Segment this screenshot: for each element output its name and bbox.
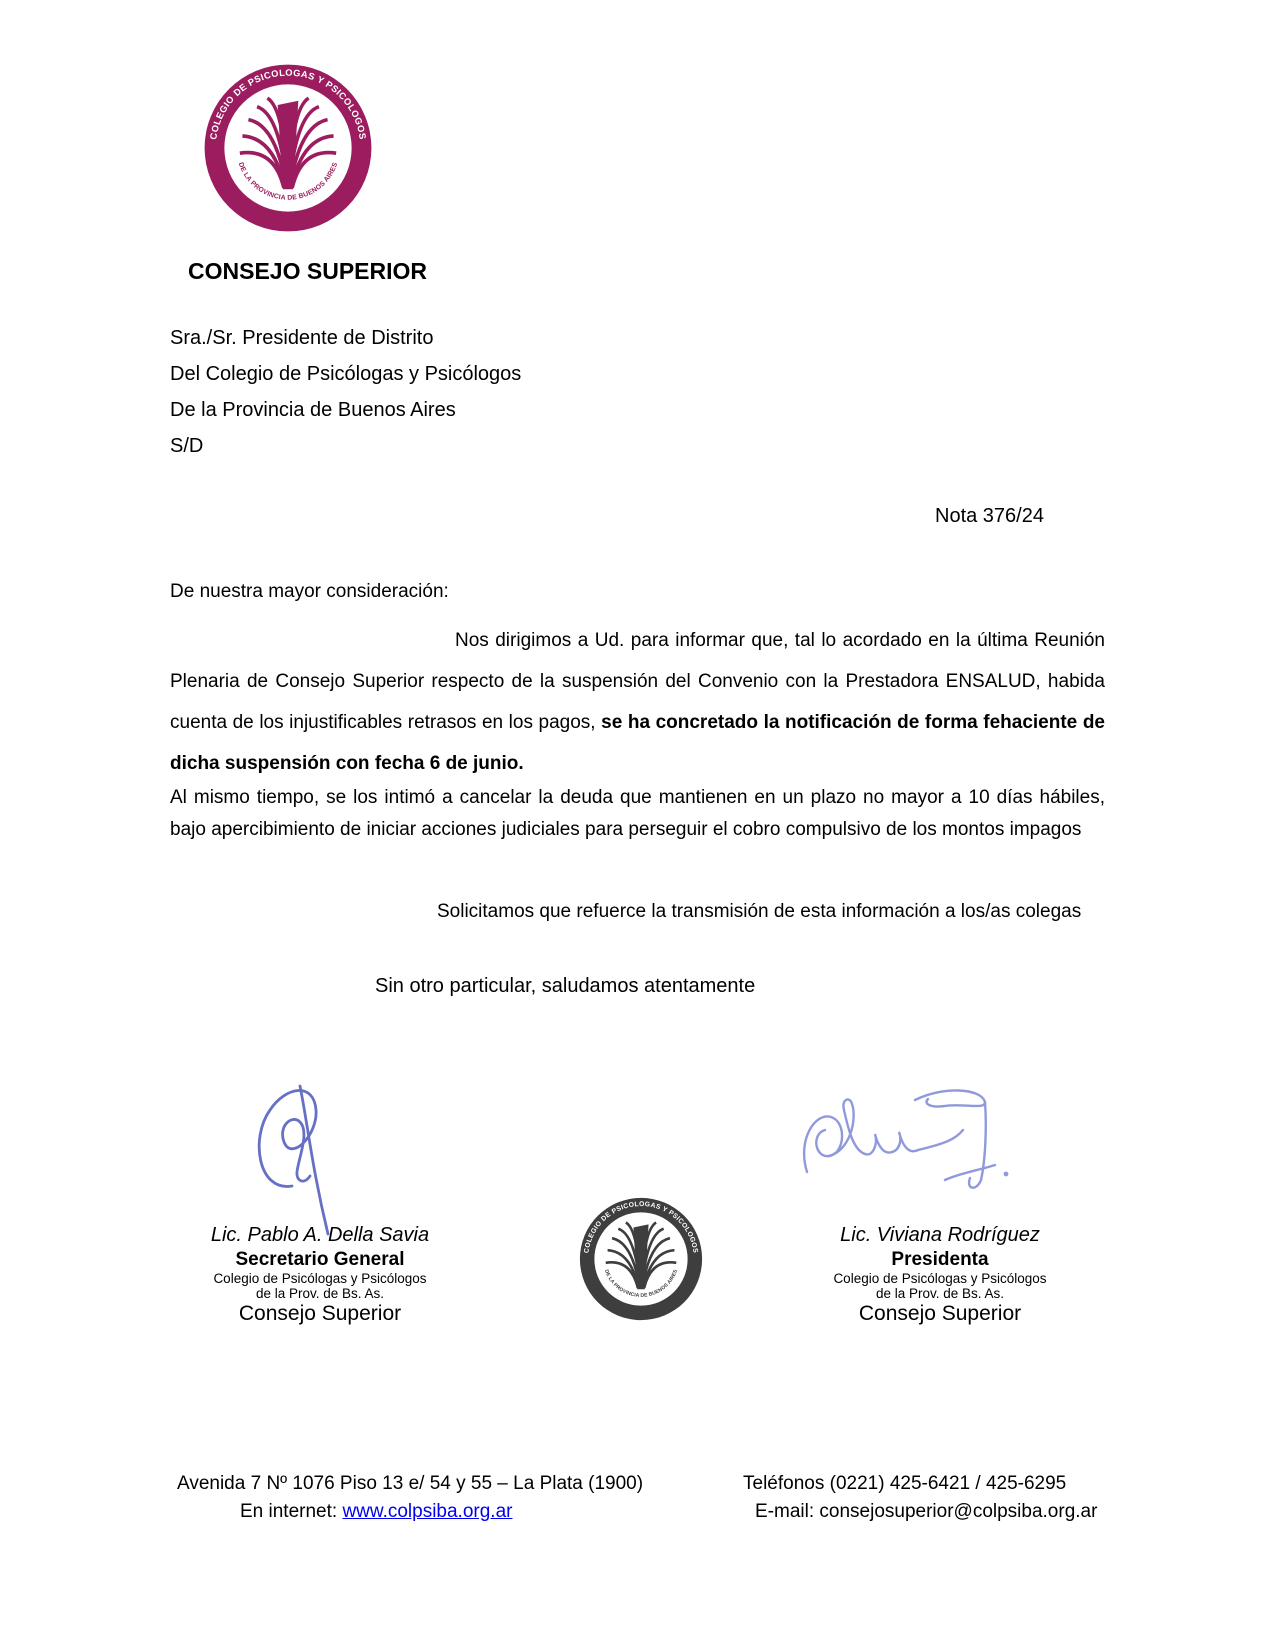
signatory-org: Colegio de Psicólogas y Psicólogos — [833, 1271, 1047, 1286]
recipient-block — [170, 320, 521, 464]
org-logo-stamp-icon — [578, 1196, 704, 1322]
closing-line: Sin otro particular, saludamos atentamente — [375, 975, 756, 997]
signatory-org: Colegio de Psicólogas y Psicólogos — [213, 1271, 427, 1286]
footer-email: E-mail: consejosuperior@colpsiba.org.ar — [755, 1501, 1098, 1522]
paragraph-1-bold-text: se ha concretado la notificación de forma fehaciente de dicha suspensión con fecha 6 de junio. — [170, 712, 1105, 774]
paragraph-1-text: Nos dirigimos a Ud. para informar que, tal lo acordado en la última Reunión Plenaria de Consejo Superior respecto de la suspensión del Convenio con la Prestadora ENSALUD, habida cuenta de los injustificables retrasos en los pagos, — [170, 630, 1105, 733]
signatory-name: Lic. Viviana Rodríguez — [840, 1224, 1040, 1246]
signature-left-ink — [240, 1068, 360, 1244]
signatory-title: Presidenta — [891, 1249, 989, 1270]
recipient-line: Sra./Sr. Presidente de Distrito — [170, 327, 434, 349]
org-logo-icon — [202, 62, 374, 234]
recipient-line: Del Colegio de Psicólogas y Psicólogos — [170, 363, 522, 385]
footer-web-line — [240, 1501, 512, 1523]
salutation: De nuestra mayor consideración: — [170, 581, 449, 602]
signature-right-ink — [795, 1070, 1025, 1220]
website-link[interactable]: www.colpsiba.org.ar — [342, 1501, 513, 1522]
footer-web-label: En internet: — [240, 1501, 343, 1522]
paragraph-1 — [170, 620, 1105, 784]
signature-block-right — [815, 1222, 1065, 1327]
footer-phones: Teléfonos (0221) 425-6421 / 425-6295 — [743, 1473, 1067, 1494]
paragraph-3: Solicitamos que refuerce la transmisión de esta información a los/as colegas — [437, 901, 1082, 922]
signatory-name: Lic. Pablo A. Della Savia — [210, 1224, 430, 1246]
recipient-line: De la Provincia de Buenos Aires — [170, 399, 456, 421]
signatory-unit: Consejo Superior — [238, 1302, 402, 1325]
signatory-title: Secretario General — [235, 1249, 405, 1270]
signatory-unit: Consejo Superior — [858, 1302, 1022, 1325]
recipient-line: S/D — [170, 435, 204, 457]
signature-block-left — [195, 1222, 445, 1327]
reference-number: Nota 376/24 — [935, 505, 1044, 527]
org-unit-heading: CONSEJO SUPERIOR — [188, 258, 427, 284]
signatory-org: de la Prov. de Bs. As. — [255, 1286, 385, 1301]
paragraph-2: Al mismo tiempo, se los intimó a cancelar la deuda que mantienen en un plazo no mayor a 10 días hábiles, bajo apercibimiento de iniciar acciones judiciales para perseguir el cobro compulsivo de los montos impagos — [170, 787, 1105, 840]
signatory-org: de la Prov. de Bs. As. — [875, 1286, 1005, 1301]
footer-address: Avenida 7 Nº 1076 Piso 13 e/ 54 y 55 – La Plata (1900) — [177, 1473, 644, 1494]
